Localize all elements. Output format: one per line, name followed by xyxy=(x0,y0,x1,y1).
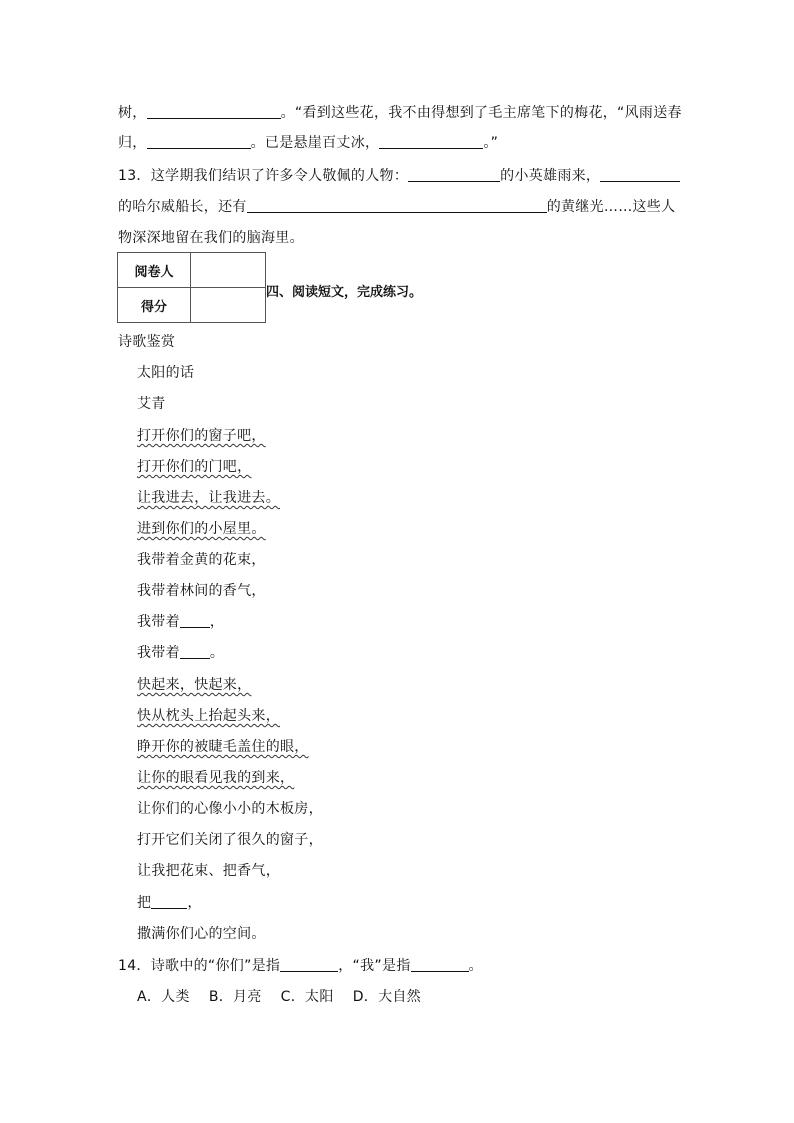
q14-text: ，“我”是指 xyxy=(338,958,411,974)
q13-line-2 xyxy=(118,198,675,216)
section-title: 四、阅读短文，完成练习。 xyxy=(266,285,423,300)
answer-blank[interactable] xyxy=(247,198,547,213)
poem-title: 太阳的话 xyxy=(137,365,195,381)
poem-line: 撒满你们心的空间。 xyxy=(137,926,266,942)
q13-text: 的黄继光……这些人 xyxy=(546,199,676,215)
q13-line-3: 物深深地留在我们的脑海里。 xyxy=(118,230,304,246)
poem-line: 让你们的心像小小的木板房， xyxy=(137,801,323,817)
q12-line-1 xyxy=(118,104,682,122)
poem-text: 把 xyxy=(137,895,152,911)
q12-text: 归， xyxy=(118,135,147,151)
poem-text: 。 xyxy=(209,645,225,661)
poem-line: 睁开你的被睫毛盖住的眼， xyxy=(137,739,309,755)
poem-line: 让我进去，让我进去。 xyxy=(137,490,280,506)
poem-line: 让我把花束、把香气， xyxy=(137,863,280,879)
answer-blank[interactable] xyxy=(600,167,680,182)
q14-line xyxy=(118,957,483,975)
q12-line-2 xyxy=(118,134,498,152)
q13-text: 13．这学期我们结识了许多令人敬佩的人物： xyxy=(118,168,409,184)
poem-line: 打开你们的门吧， xyxy=(137,459,252,475)
poem-line-with-blank xyxy=(137,894,202,912)
q12-text: 。已是悬崖百丈冰， xyxy=(250,135,380,151)
poem-text: 我带着 xyxy=(137,645,180,661)
poem-line: 让你的眼看见我的到来， xyxy=(137,770,295,786)
answer-blank[interactable] xyxy=(180,644,210,659)
poem-text: ， xyxy=(187,895,202,911)
answer-blank[interactable] xyxy=(147,104,281,119)
poem-line: 我带着金黄的花束， xyxy=(137,552,266,568)
answer-blank[interactable] xyxy=(151,894,187,909)
score-table xyxy=(117,252,266,323)
poem-line: 快从枕头上抬起头来， xyxy=(137,708,280,724)
poem-author: 艾青 xyxy=(137,396,166,412)
q13-text: 的哈尔威船长，还有 xyxy=(118,199,247,215)
q14-text: 14．诗歌中的“你们”是指 xyxy=(118,958,281,974)
poem-line: 打开你们的窗子吧， xyxy=(137,428,266,444)
reviewer-cell[interactable] xyxy=(191,253,266,288)
q14-text: 。 xyxy=(468,958,483,974)
q12-text: 。“看到这些花，我不由得想到了毛主席笔下的梅花，“风雨送春 xyxy=(280,105,682,121)
poem-line-with-blank xyxy=(137,644,224,662)
q12-text: 树， xyxy=(118,105,147,121)
answer-blank[interactable] xyxy=(411,957,469,972)
score-cell[interactable] xyxy=(191,288,266,323)
poem-text: ， xyxy=(209,614,225,630)
q13-text: 的小英雄雨来， xyxy=(500,168,601,184)
poem-line: 打开它们关闭了很久的窗子， xyxy=(137,832,323,848)
poem-line: 进到你们的小屋里。 xyxy=(137,521,266,537)
score-label: 得分 xyxy=(118,288,191,323)
answer-blank[interactable] xyxy=(280,957,338,972)
poem-line-with-blank xyxy=(137,613,224,631)
answer-blank[interactable] xyxy=(408,167,500,182)
reviewer-label: 阅卷人 xyxy=(118,253,191,288)
poem-text: 我带着 xyxy=(137,614,180,630)
q12-text: 。” xyxy=(483,135,499,151)
answer-blank[interactable] xyxy=(147,134,251,149)
answer-blank[interactable] xyxy=(379,134,483,149)
poem-line: 我带着林间的香气， xyxy=(137,583,266,599)
answer-blank[interactable] xyxy=(180,613,210,628)
q13-line-1 xyxy=(118,167,680,185)
poem-heading: 诗歌鉴赏 xyxy=(118,334,176,350)
poem-line: 快起来，快起来， xyxy=(137,677,252,693)
q14-options: A．人类 B．月亮 C．太阳 D．大自然 xyxy=(137,989,421,1005)
